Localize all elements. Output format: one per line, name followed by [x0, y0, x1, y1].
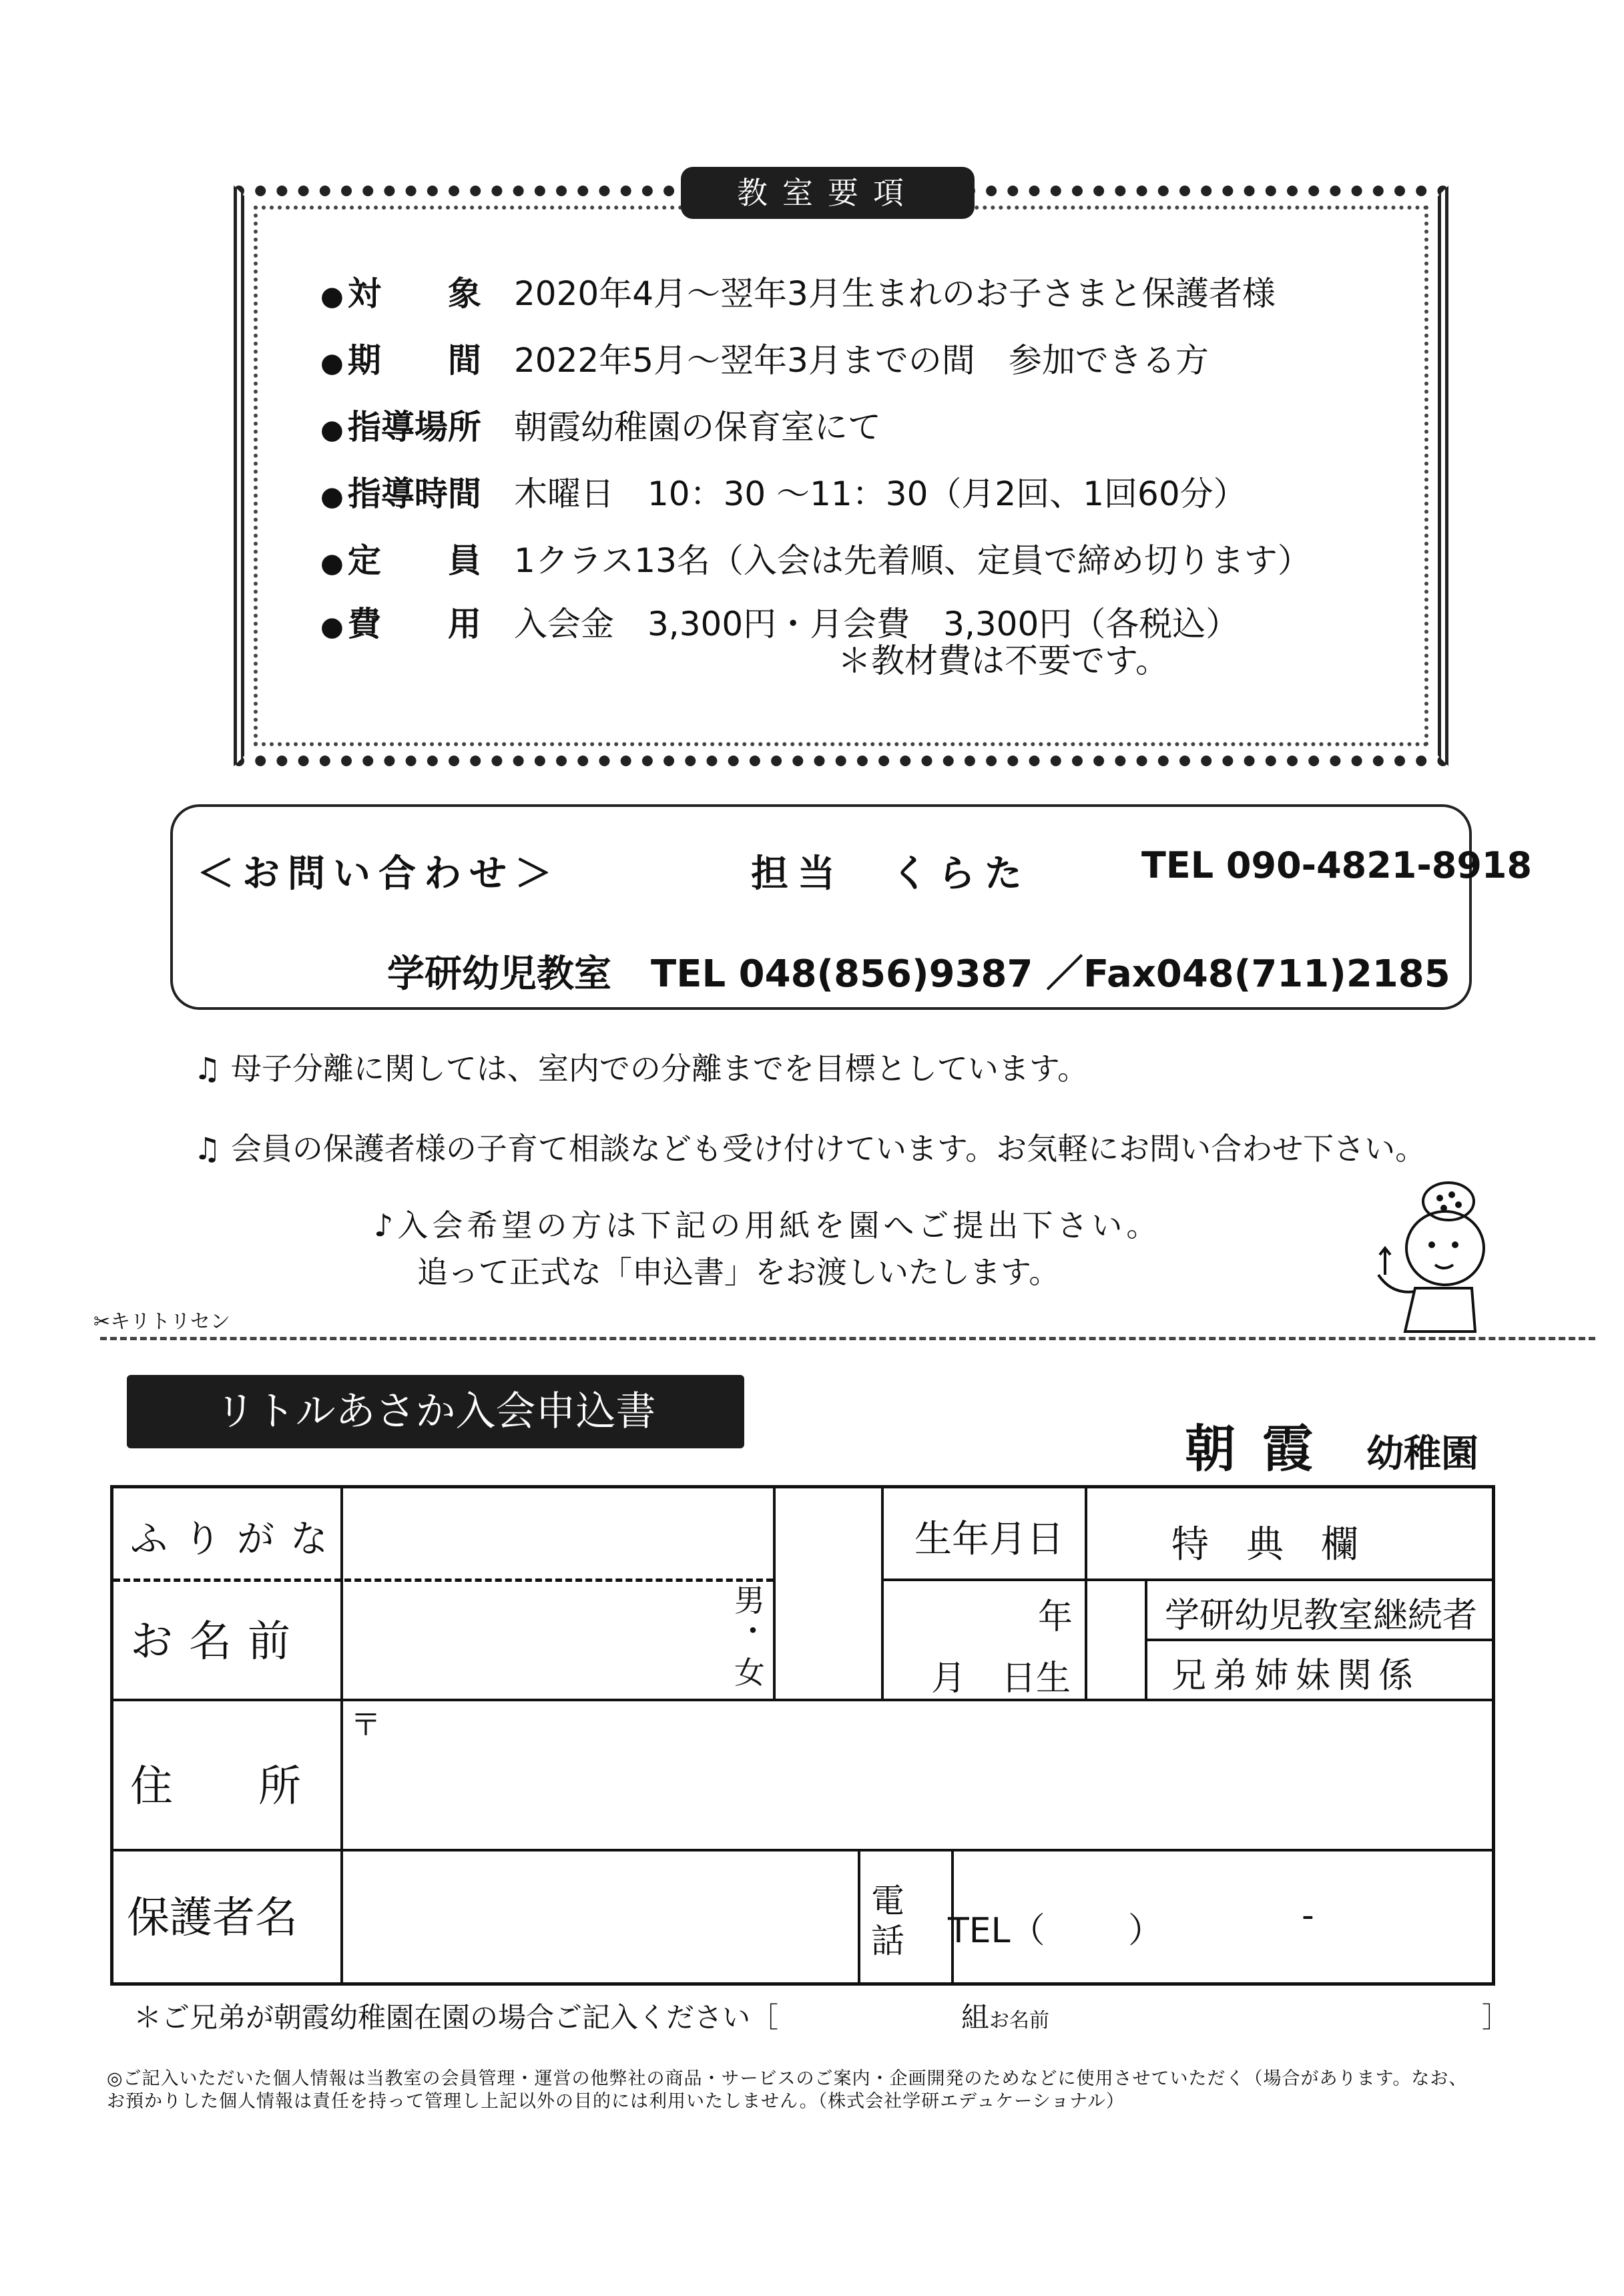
privacy-notice: ◎ご記入いただいた個人情報は当教室の会員管理・運営の他弊社の商品・サービスのご案内・企画開発のためなどに使用させていただく（場合があります。なお、お預かりした個人情報は責任を持って管理し上記以外の目的には利用いたしません。（株式会社学研エデュケーショナル） — [107, 2068, 1468, 2112]
birth-day: 日生 — [1001, 1659, 1071, 1699]
benefit-continuing-checkbox[interactable] — [1085, 1578, 1141, 1635]
address-label: 住 所 — [130, 1762, 301, 1811]
sibling-class-input[interactable] — [801, 1992, 1475, 2032]
footnote-text: ＊ご兄弟が朝霞幼稚園在園の場合ご記入ください［ — [133, 2001, 779, 2034]
mascot-illustration — [1365, 1181, 1505, 1335]
info-label: 定 員 — [347, 541, 481, 580]
kindergarten-main: 朝霞 — [1185, 1419, 1340, 1478]
furigana-label: ふりがな — [130, 1518, 344, 1561]
benefit-sibling-checkbox[interactable] — [1085, 1638, 1141, 1695]
contact-person-tel: TEL 090-4821-8918 — [1141, 844, 1533, 886]
cut-label: ✂キリトリセン — [93, 1310, 230, 1334]
phone-input[interactable] — [951, 1849, 1492, 1982]
info-value: 入会金 3,300円・月会費 3,300円（各税込） — [514, 605, 1240, 643]
sibling-footnote — [133, 1996, 778, 2036]
info-row-capacity: ● 定 員 1クラス13名（入会は先着順、定員で締め切ります） — [320, 541, 1311, 580]
info-label: 指導場所 — [347, 408, 481, 447]
gender-male[interactable]: 男 — [734, 1583, 765, 1619]
address-input[interactable] — [337, 1699, 1492, 1842]
info-value: 1クラス13名（入会は先着順、定員で締め切ります） — [514, 541, 1311, 580]
info-row-place: ● 指導場所 朝霞幼稚園の保育室にて — [320, 408, 881, 447]
tel-close: ） — [1128, 1911, 1163, 1951]
postal-mark: 〒 — [350, 1707, 381, 1743]
info-value: 2020年4月〜翌年3月生まれのお子さまと保護者様 — [514, 274, 1276, 313]
info-label: 対 象 — [347, 274, 481, 313]
name-label: お名前 — [130, 1617, 306, 1667]
benefit-label: 特 典 欄 — [1171, 1523, 1358, 1566]
name-input[interactable] — [337, 1579, 731, 1692]
contact-org: 学研幼児教室 — [387, 952, 611, 996]
name-sub-label: お名前 — [989, 2009, 1050, 2032]
furigana-input[interactable] — [337, 1488, 764, 1572]
info-title: 教室要項 — [681, 167, 975, 219]
note-separation: ♫ 母子分離に関しては、室内での分離までを目標としています。 — [194, 1051, 1089, 1087]
info-label: 期 間 — [347, 341, 481, 380]
benefit-continuing: 学研幼児教室継続者 — [1165, 1596, 1478, 1636]
info-row-period: ● 期 間 2022年5月〜翌年3月までの間 参加できる方 — [320, 341, 1209, 380]
cut-line — [100, 1337, 1595, 1340]
birthdate-input[interactable] — [881, 1579, 1075, 1692]
gender-dot: ・ — [738, 1613, 768, 1649]
info-label: 費 用 — [347, 605, 481, 643]
contact-person: 担当 くらた — [751, 852, 1031, 896]
info-value: 木曜日 10：30 〜11：30（月2回、1回60分） — [514, 475, 1247, 513]
contact-org-tel: TEL 048(856)9387 ／Fax048(711)2185 — [651, 952, 1450, 996]
kindergarten-suffix: 幼稚園 — [1366, 1432, 1478, 1476]
kindergarten-name — [1185, 1408, 1478, 1481]
note-consultation: ♫ 会員の保護者様の子育て相談なども受け付けています。お気軽にお問い合わせ下さい。 — [194, 1131, 1426, 1167]
apply-note-2: 追って正式な「申込書」をお渡しいたします。 — [417, 1254, 1060, 1290]
birth-year: 年 — [1038, 1597, 1073, 1637]
guardian-label: 保護者名 — [127, 1894, 298, 1943]
gender-female[interactable]: 女 — [734, 1655, 765, 1691]
phone-label-1: 電 — [871, 1882, 904, 1920]
tel-prefix: TEL（ — [948, 1911, 1045, 1951]
fee-note: ＊教材費は不要です。 — [838, 641, 1169, 680]
info-label: 指導時間 — [347, 475, 481, 513]
info-row-target: ● 対 象 2020年4月〜翌年3月生まれのお子さまと保護者様 — [320, 274, 1276, 313]
info-value: 2022年5月〜翌年3月までの間 参加できる方 — [514, 341, 1209, 380]
info-value: 朝霞幼稚園の保育室にて — [514, 408, 881, 447]
benefit-sibling: 兄弟姉妹関係 — [1171, 1656, 1420, 1696]
info-row-fee: ● 費 用 入会金 3,300円・月会費 3,300円（各税込） — [320, 605, 1240, 643]
tel-dash: - — [1302, 1896, 1314, 1936]
footnote-close: ］ — [1482, 2001, 1511, 2034]
contact-heading: ＜お問い合わせ＞ — [197, 852, 560, 896]
birth-label: 生年月日 — [914, 1518, 1064, 1561]
class-label: 組 — [961, 2001, 990, 2034]
guardian-input[interactable] — [337, 1849, 851, 1982]
apply-note-1: ♪入会希望の方は下記の用紙を園へご提出下さい。 — [374, 1207, 1161, 1243]
form-title: リトルあさか入会申込書 — [127, 1375, 744, 1448]
phone-label-2: 話 — [871, 1922, 904, 1960]
birth-month: 月 — [931, 1659, 967, 1699]
info-row-time: ● 指導時間 木曜日 10：30 〜11：30（月2回、1回60分） — [320, 475, 1247, 513]
